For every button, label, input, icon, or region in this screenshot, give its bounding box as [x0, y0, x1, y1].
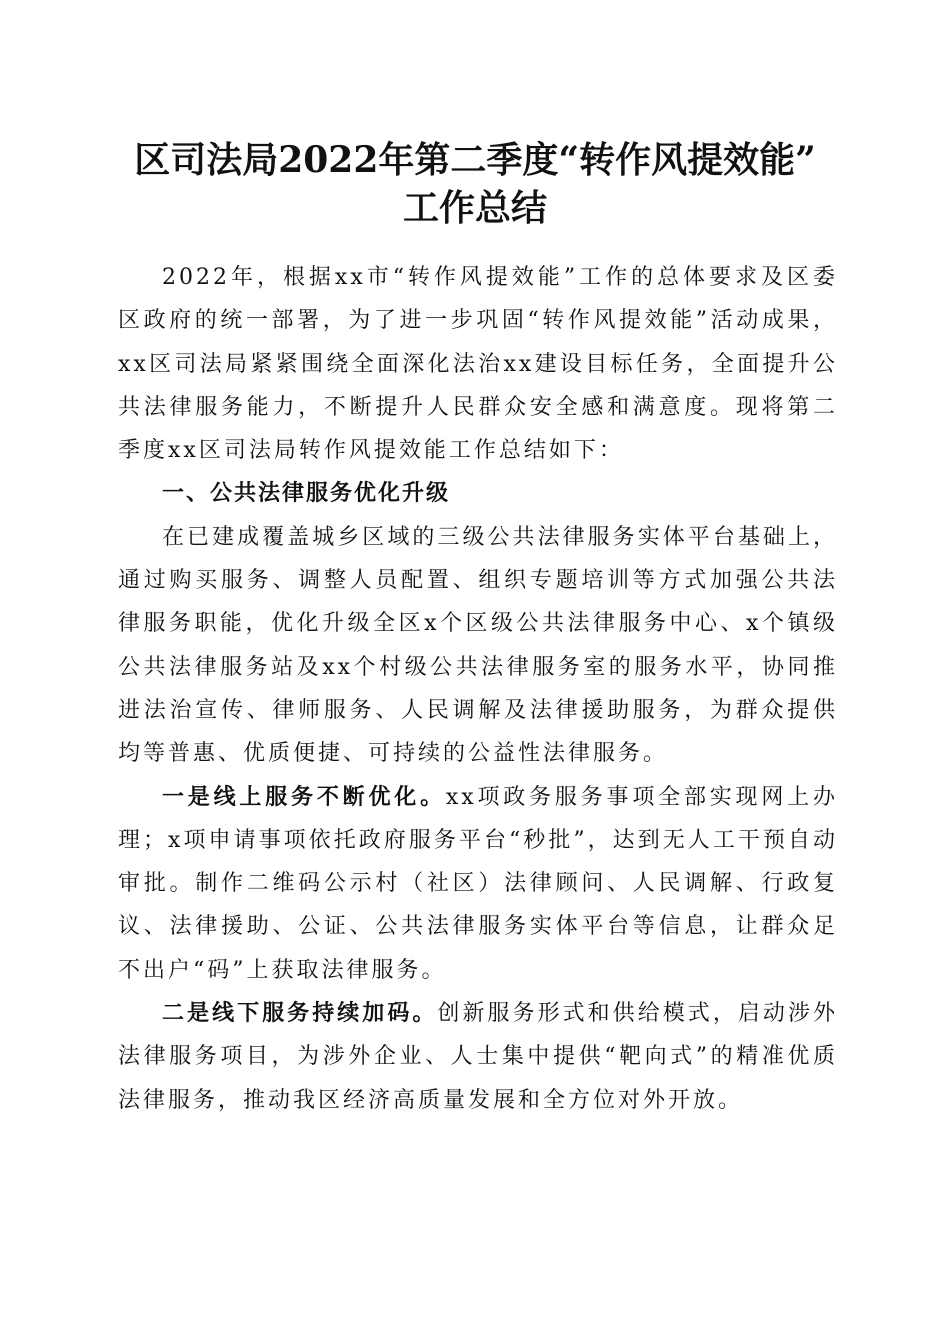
item1-paragraph — [118, 776, 838, 992]
item2-text: 创新服务形式和供给模式，启动涉外法律服务项目，为涉外企业、人士集中提供“靶向式”的精准优质法律服务，推动我区经济高质量发展和全方位对外开放。 — [118, 1001, 838, 1113]
item2-lead: 二是线下服务持续加码。 — [162, 1000, 438, 1027]
section1-heading: 一、公共法律服务优化升级 — [162, 480, 451, 507]
item1-text: xx项政务服务事项全部实现网上办理；x项申请事项依托政府服务平台“秒批”，达到无人工干预自动审批。制作二维码公示村（社区）法律顾问、人民调解、行政复议、法律援助、公证、公共法律服务实体平台等信息，让群众足不出户“码”上获取法律服务。 — [118, 784, 838, 983]
intro-paragraph: 2022年，根据xx市“转作风提效能”工作的总体要求及区委区政府的统一部署，为了进一步巩固“转作风提效能”活动成果，xx区司法局紧紧围绕全面深化法治xx建设目标任务，全面提升公共法律服务能力，不断提升人民群众安全感和满意度。现将第二季度xx区司法局转作风提效能工作总结如下： — [118, 265, 838, 464]
item1-lead: 一是线上服务不断优化。 — [162, 783, 446, 810]
document-title-line2: 工作总结 — [402, 187, 547, 229]
document-title-line1: 区司法局2022年第二季度“转作风提效能” — [134, 139, 816, 181]
item2-paragraph — [118, 992, 838, 1122]
document-body — [118, 256, 838, 1122]
section1-paragraph: 在已建成覆盖城乡区域的三级公共法律服务实体平台基础上，通过购买服务、调整人员配置、组织专题培训等方式加强公共法律服务职能，优化升级全区x个区级公共法律服务中心、x个镇级公共法律服务站及xx个村级公共法律服务室的服务水平，协同推进法治宣传、律师服务、人民调解及法律援助服务，为群众提供均等普惠、优质便捷、可持续的公益性法律服务。 — [118, 524, 838, 767]
